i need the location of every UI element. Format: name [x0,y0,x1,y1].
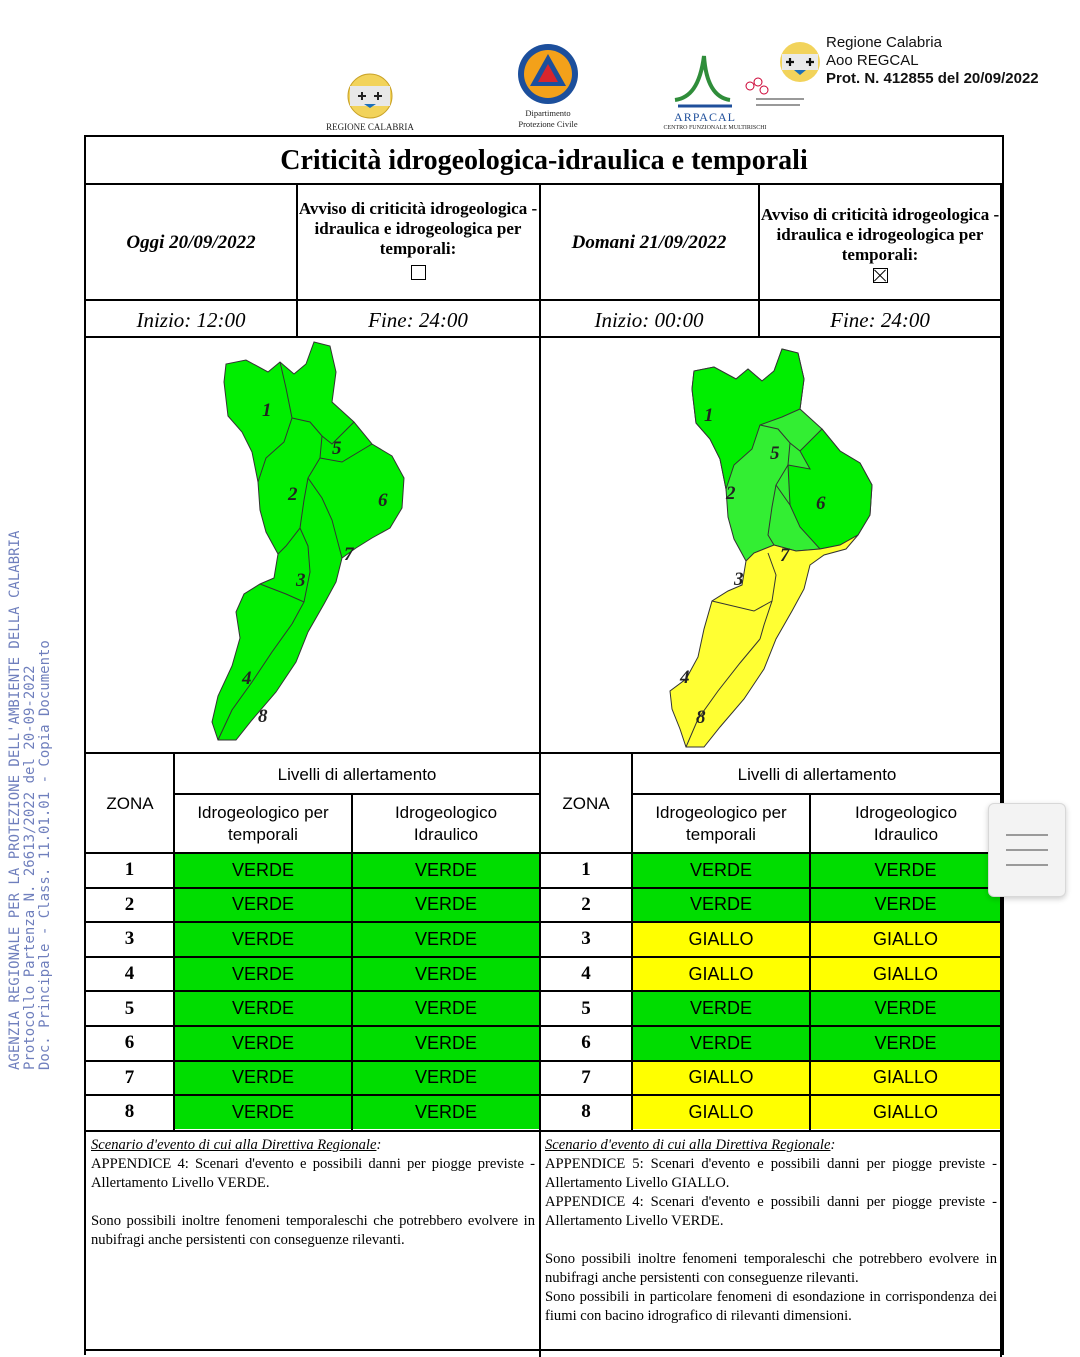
watermark-line: Protocollo Partenza N. 26613/2022 del 20-09-2022 [22,665,38,1070]
grid-line [86,887,541,889]
today-map-zone-label: 5 [332,438,342,459]
regione-calabria-logo [320,70,420,134]
menu-icon-bar [1006,864,1048,866]
arpacal-name: ARPACAL [674,110,736,124]
today-zone-number: 4 [124,963,135,985]
today-level-idraulico: VERDE [353,854,539,887]
today-zone-number: 8 [124,1101,135,1123]
today-level-temporali: VERDE [175,889,351,922]
protocol-line: Regione Calabria [826,34,942,51]
today-zone-number: 2 [124,893,135,915]
today-col2-header: Idrogeologico Idraulico [394,803,498,844]
tomorrow-livelli-header: Livelli di allertamento [737,765,897,784]
tomorrow-map-zone-label: 1 [704,405,714,426]
today-map-region [212,342,404,740]
tomorrow-level-temporali: VERDE [633,992,809,1025]
tomorrow-zone-number: 5 [581,997,591,1019]
today-level-idraulico: VERDE [353,1096,539,1129]
tomorrow-col2-header: Idrogeologico Idraulico [854,803,958,844]
today-zone-number: 6 [124,1032,135,1054]
today-avviso [296,185,540,301]
today-level-idraulico: VERDE [353,1027,539,1060]
today-level-temporali: VERDE [175,1027,351,1060]
tomorrow-level-idraulico: VERDE [811,854,1000,887]
today-level-idraulico: VERDE [353,992,539,1025]
today-zone-number: 5 [124,997,135,1019]
tomorrow-zone-number: 2 [581,893,591,915]
grid-line [86,336,1002,338]
side-watermark [8,531,53,1070]
today-zona-header: ZONA [106,794,154,813]
tomorrow-level-idraulico: VERDE [811,889,1000,922]
tomorrow-zone-number: 8 [581,1101,591,1123]
today-zone-map [196,332,456,752]
today-level-temporali: VERDE [175,923,351,956]
tomorrow-avviso-checkbox [873,268,888,283]
grid-line [86,921,541,923]
tomorrow-level-idraulico: GIALLO [811,1096,1000,1129]
tomorrow-avviso [758,185,1002,301]
bulletin-document [84,135,1004,1355]
tomorrow-zone-number: 4 [581,963,591,985]
tomorrow-map-zone-label: 5 [770,443,780,464]
today-zone-number: 1 [124,859,135,881]
today-date: Oggi 20/09/2022 [126,232,256,253]
grid-line [296,185,298,337]
today-fine: Fine: 24:00 [368,307,468,332]
today-map-zone-label: 3 [296,570,306,591]
today-map-zone-label: 8 [258,706,268,727]
protezione-civile-name: Protezione Civile [518,119,578,129]
tomorrow-zone-number: 7 [581,1066,591,1088]
today-scenario [86,1132,540,1357]
tomorrow-zona-header: ZONA [562,794,610,813]
grid-line [86,990,541,992]
today-level-idraulico: VERDE [353,923,539,956]
tomorrow-fine: Fine: 24:00 [830,307,930,332]
tomorrow-scenario-p3: Sono possibili inoltre fenomeni temporaleschi che potrebbero evolvere in nubifragi anche persistenti con conseguenze rilevanti. [545,1251,997,1286]
tomorrow-zone-map [664,339,924,759]
today-level-temporali: VERDE [175,992,351,1025]
grid-line [86,1060,541,1062]
tomorrow-scenario-heading: Scenario d'evento di cui alla Direttiva Regionale [545,1137,831,1153]
today-level-temporali: VERDE [175,854,351,887]
watermark-line: Doc. Principale - Class. 11.01.01 - Copia Documento [37,640,53,1070]
protocol-stamp [826,34,1039,88]
today-zone-number: 7 [124,1066,135,1088]
tomorrow-map-zone-label: 4 [680,667,690,688]
today-map-zone-label: 4 [242,668,252,689]
grid-line [541,887,1002,889]
grid-line [174,793,540,795]
grid-line [86,299,1002,301]
protezione-civile-dipartimento: Dipartimento [525,108,571,118]
today-scenario-p1: APPENDICE 4: Scenari d'evento e possibili danni per piogge previste - Allertamento Livello VERDE. [91,1156,535,1191]
today-map-zone-label: 7 [344,544,354,565]
tomorrow-inizio: Inizio: 00:00 [594,307,704,332]
regione-calabria-logo-text: REGIONE CALABRIA [326,122,414,132]
grid-line [86,1130,1002,1132]
tomorrow-map-zone-label: 3 [734,569,744,590]
grid-line [1000,185,1002,1357]
arpacal-sub: CENTRO FUNZIONALE MULTIRISCHI [663,125,767,131]
tomorrow-scenario-p4: Sono possibili in particolare fenomeni di esondazione in corrispondenza dei fiumi con bacino idrografico di rilevanti dimensioni. [545,1289,997,1324]
grid-line [541,1094,1002,1096]
today-zone-number: 3 [124,928,135,950]
today-scenario-p2: Sono possibili inoltre fenomeni temporaleschi che potrebbero evolvere in nubifragi anche persistenti con conseguenze rilevanti. [91,1213,535,1248]
regione-calabria-small-logo [776,38,824,86]
menu-button[interactable] [988,803,1066,897]
tomorrow-level-idraulico: GIALLO [811,1062,1000,1095]
tomorrow-col1-header: Idrogeologico per temporali [655,803,787,844]
today-scenario-heading: Scenario d'evento di cui alla Direttiva Regionale [91,1137,377,1153]
today-level-idraulico: VERDE [353,889,539,922]
tomorrow-map-zone-label: 2 [726,483,736,504]
protocol-line: Prot. N. 412855 del 20/09/2022 [826,70,1039,87]
tomorrow-map-zone-label: 8 [696,707,706,728]
tomorrow-scenario-p1: APPENDICE 5: Scenari d'evento e possibili danni per piogge previste - Allertamento Livello GIALLO. [545,1156,997,1191]
tomorrow-scenario-p2: APPENDICE 4: Scenari d'evento e possibili danni per piogge previste - Allertamento Livello VERDE. [545,1194,997,1229]
tomorrow-level-temporali: GIALLO [633,923,809,956]
protocol-line: Aoo REGCAL [826,52,919,69]
tomorrow-map-zone-label: 7 [780,545,790,566]
today-avviso-checkbox [411,265,426,280]
grid-line [541,1025,1002,1027]
today-col1-header: Idrogeologico per temporali [197,803,329,844]
today-level-idraulico: VERDE [353,1062,539,1095]
grid-line [86,1094,541,1096]
today-map-zone-label: 6 [378,490,388,511]
menu-icon-bar [1006,834,1048,836]
tomorrow-level-idraulico: GIALLO [811,923,1000,956]
grid-line [86,956,541,958]
tomorrow-level-idraulico: VERDE [811,992,1000,1025]
tomorrow-level-temporali: GIALLO [633,958,809,991]
grid-line [632,793,1002,795]
grid-line [541,990,1002,992]
today-level-temporali: VERDE [175,1096,351,1129]
today-level-idraulico: VERDE [353,958,539,991]
grid-line [86,1349,1002,1351]
tomorrow-scenario-colon: : [830,1137,836,1153]
watermark-line: AGENZIA REGIONALE PER LA PROTEZIONE DELL'AMBIENTE DELLA CALABRIA [7,530,23,1070]
tomorrow-zone-number: 3 [581,928,591,950]
today-level-temporali: VERDE [175,1062,351,1095]
grid-line [86,1025,541,1027]
tomorrow-level-temporali: VERDE [633,1027,809,1060]
grid-line [86,752,1002,754]
today-level-temporali: VERDE [175,958,351,991]
tomorrow-level-temporali: GIALLO [633,1096,809,1129]
today-map-zone-label: 2 [288,484,298,505]
tomorrow-zone-number: 6 [581,1032,591,1054]
grid-line [758,185,760,337]
today-avviso-text: Avviso di criticità idrogeologica - idraulica e idrogeologica per temporali: [298,199,538,258]
grid-line [539,185,541,1357]
protezione-civile-logo [508,42,588,134]
tomorrow-level-temporali: GIALLO [633,1062,809,1095]
today-inizio: Inizio: 12:00 [136,307,246,332]
tomorrow-avviso-text: Avviso di criticità idrogeologica - idraulica e idrogeologica per temporali: [760,205,1000,264]
tomorrow-level-idraulico: VERDE [811,1027,1000,1060]
tomorrow-level-idraulico: GIALLO [811,958,1000,991]
tomorrow-level-temporali: VERDE [633,889,809,922]
tomorrow-date: Domani 21/09/2022 [571,232,727,253]
tomorrow-zone-number: 1 [581,859,591,881]
today-scenario-colon: : [376,1137,382,1153]
today-livelli-header: Livelli di allertamento [277,765,437,784]
menu-icon-bar [1006,849,1048,851]
tomorrow-scenario [540,1132,1002,1357]
document-title: Criticità idrogeologica-idraulica e temporali [86,137,1002,185]
tomorrow-map-zone-label: 6 [816,493,826,514]
today-map-zone-label: 1 [262,400,272,421]
grid-line [541,956,1002,958]
grid-line [541,1060,1002,1062]
grid-line [541,921,1002,923]
tomorrow-level-temporali: VERDE [633,854,809,887]
